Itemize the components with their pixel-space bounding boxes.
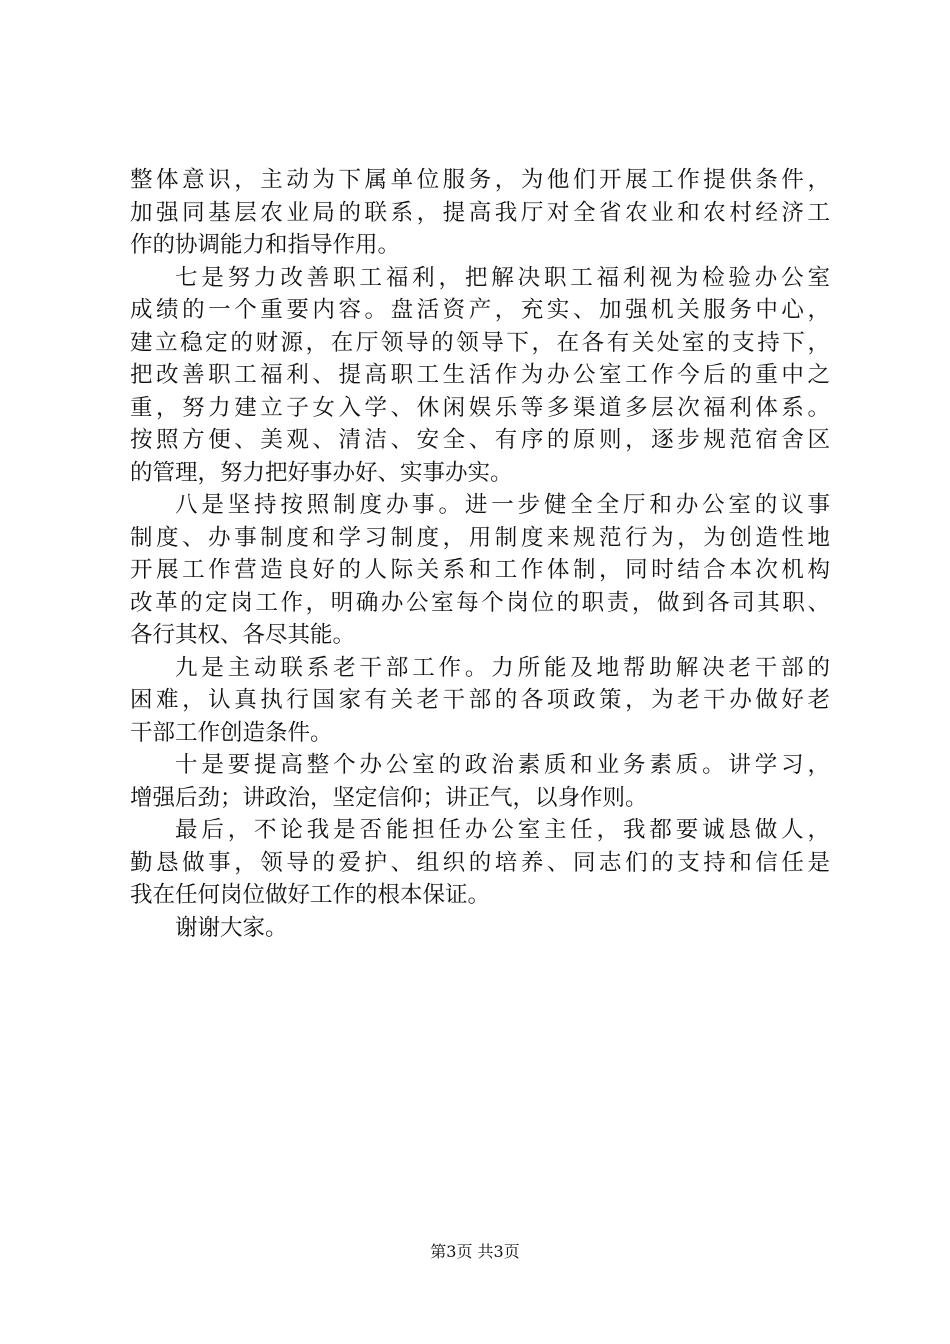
text-line: 把改善职工福利、提高职工生活作为办公室工作今后的重中之 bbox=[130, 362, 830, 388]
text-line: 勤恳做事，领导的爱护、组织的培养、同志们的支持和信任是 bbox=[130, 849, 830, 876]
text-line: 加强同基层农业局的联系，提高我厅对全省农业和农村经济工 bbox=[130, 199, 830, 226]
text-line: 我在任何岗位做好工作的根本保证。 bbox=[130, 882, 491, 908]
text-line: 整体意识，主动为下属单位服务，为他们开展工作提供条件， bbox=[130, 167, 830, 193]
text-line: 重，努力建立子女入学、休闲娱乐等多渠道多层次福利体系。 bbox=[130, 394, 830, 421]
paragraph-start-line: 十是要提高整个办公室的政治素质和业务素质。讲学习， bbox=[175, 752, 830, 778]
text-line: 建立稳定的财源，在厅领导的领导下，在各有关处室的支持下， bbox=[130, 329, 830, 356]
text-line: 困难，认真执行国家有关老干部的各项政策，为老干办做好老 bbox=[130, 687, 830, 713]
text-line: 成绩的一个重要内容。盘活资产，充实、加强机关服务中心， bbox=[130, 297, 830, 323]
text-line: 制度、办事制度和学习制度，用制度来规范行为，为创造性地 bbox=[130, 524, 830, 551]
paragraph-start-line: 最后，不论我是否能担任办公室主任，我都要诚恳做人， bbox=[175, 817, 830, 843]
text-line: 干部工作创造条件。 bbox=[130, 719, 333, 746]
text-line: 各行其权、各尽其能。 bbox=[130, 622, 356, 648]
text-line: 作的协调能力和指导作用。 bbox=[130, 232, 401, 258]
text-line: 增强后劲；讲政治，坚定信仰；讲正气，以身作则。 bbox=[130, 784, 648, 811]
paragraph-start-line: 八是坚持按照制度办事。进一步健全全厅和办公室的议事 bbox=[175, 492, 830, 518]
text-line: 按照方便、美观、清洁、安全、有序的原则，逐步规范宿舍区 bbox=[130, 427, 830, 453]
text-line: 开展工作营造良好的人际关系和工作体制，同时结合本次机构 bbox=[130, 557, 830, 583]
paragraph-start-line: 七是努力改善职工福利，把解决职工福利视为检验办公室 bbox=[175, 264, 830, 291]
document-body bbox=[130, 164, 830, 944]
text-line: 改革的定岗工作，明确办公室每个岗位的职责，做到各司其职、 bbox=[130, 589, 830, 616]
closing-line: 谢谢大家。 bbox=[175, 914, 288, 941]
text-line: 的管理，努力把好事办好、实事办实。 bbox=[130, 459, 513, 486]
paragraph-start-line: 九是主动联系老干部工作。力所能及地帮助解决老干部的 bbox=[175, 654, 830, 681]
page-number-footer: 第3页 共3页 bbox=[430, 1242, 520, 1261]
